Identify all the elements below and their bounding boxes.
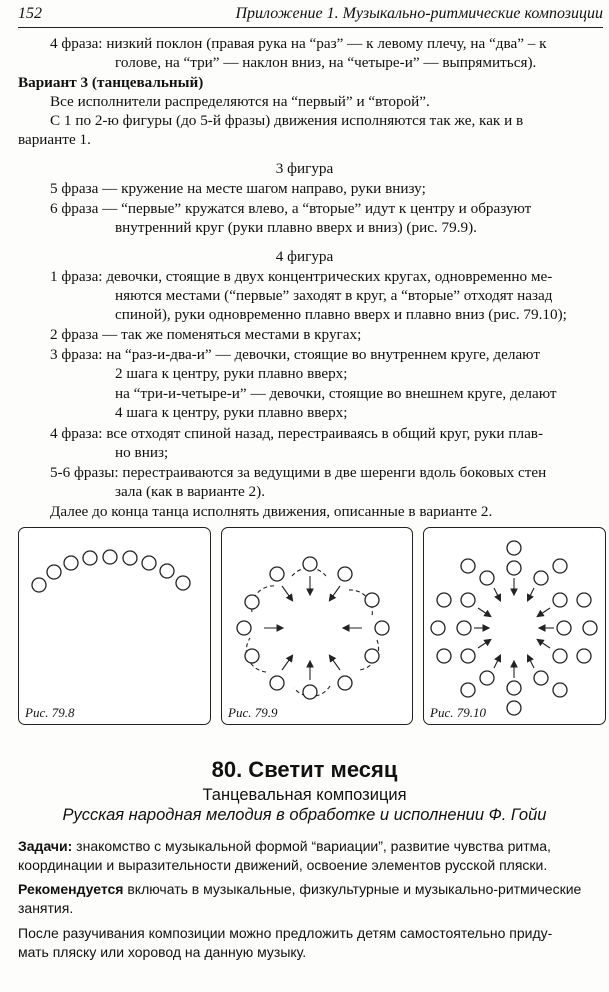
variant-heading: Вариант 3 (танцевальный) [18,74,204,91]
dancer-circle [553,593,567,607]
dancer-circle [123,551,137,565]
recommend-text: включать в музыкальные, физкультурные и музыкально-ритмические [123,881,582,897]
text-line: внутренний круг (руки плавно вверх и вниз) (рис. 79.9). [115,219,477,236]
dancer-circle [245,595,259,609]
figure-79-10 [423,527,606,725]
dancer-circle [245,649,259,663]
dancer-circle [480,571,494,585]
dancer-circle [461,559,475,573]
figure-79-9 [221,527,413,725]
dancer-circle [375,621,389,635]
text-line: С 1 по 2-ю фигуры (до 5-й фразы) движения исполняются так же, как и в [50,112,524,129]
dancer-circle [365,649,379,663]
dancer-circle [507,561,521,575]
text-line: голове, на “три” — наклон вниз, на “четыре-и” — выпрямиться). [115,54,537,71]
text-line: 5-6 фразы: перестраиваются за ведущими в две шеренги вдоль боковых стен [50,464,547,481]
dancer-circle [507,701,521,715]
dancer-circle [437,649,451,663]
text-line: мать пляску или хоровод на данную музыку. [18,944,307,960]
tasks-line [18,837,551,857]
dancer-circle [534,671,548,685]
text-line: 6 фраза — “первые” кружатся влево, а “вторые” идут к центру и образуют [50,200,532,217]
dancer-circle [534,571,548,585]
text-line: 4 шага к центру, руки плавно вверх; [115,404,348,421]
dancer-circle [507,681,521,695]
running-title: Приложение 1. Музыкально-ритмические композиции [235,5,603,22]
text-line: занятия. [18,900,74,916]
dancer-circle [338,676,352,690]
dancer-circle [270,676,284,690]
dancer-circle [583,621,597,635]
dancer-circle [553,683,567,697]
text-line: на “три-и-четыре-и” — девочки, стоящие во внешнем круге, делают [115,385,557,402]
dancer-circle [437,593,451,607]
circle-arc-diagram [19,528,210,724]
dancer-circle [160,564,174,578]
text-line: Далее до конца танца исполнять движения, описанные в варианте 2. [50,503,493,520]
dancer-circle [103,550,117,564]
dancer-circle [480,671,494,685]
dancer-circle [47,565,61,579]
dancer-circle [176,576,190,590]
recommend-label: Рекомендуется [18,881,124,897]
text-line: Все исполнители распределяются на “первый” и “второй”. [50,93,430,110]
text-line: 3 фраза: на “раз-и-два-и” — девочки, стоящие во внутреннем круге, делают [50,346,540,363]
concentric-circles-diagram [424,528,605,724]
dancer-circle [270,567,284,581]
text-line: зала (как в варианте 2). [115,483,266,500]
dancer-circle [457,621,471,635]
dancer-circle [507,541,521,555]
page-header [18,5,603,28]
section-title: 80. Светит месяц [211,757,398,782]
text-line: 1 фраза: девочки, стоящие в двух концентрических кругах, одновременно ме- [50,268,553,285]
text-line: 4 фраза: низкий поклон (правая рука на “раз” — к левому плечу, на “два” – к [50,35,547,52]
text-line: 5 фраза — кружение на месте шагом направо, руки внизу; [50,180,426,197]
dancer-circle [303,685,317,699]
dancer-circle [577,649,591,663]
text-line: 2 фраза — так же поменяться местами в кругах; [50,326,362,343]
dancer-circle [338,567,352,581]
dancer-circle [32,578,46,592]
dancer-circle [461,593,475,607]
dancer-circle [142,556,156,570]
text-line: После разучивания композиции можно предложить детям самостоятельно приду- [18,925,553,941]
text-line: 2 шага к центру, руки плавно вверх; [115,365,348,382]
text-line: координации и выразительности движений, освоение элементов русской пляски. [18,857,548,873]
recommend-line [18,880,581,900]
tasks-label: Задачи: [18,838,73,854]
figure-caption: Рис. 79.10 [430,705,486,720]
text-line: спиной), руки одновременно плавно вверх и плавно вниз (рис. 79.10); [115,306,567,323]
dancer-circle [553,559,567,573]
dancer-circle [577,593,591,607]
dancer-circle [365,593,379,607]
figure-heading: 4 фигура [275,248,334,265]
dancer-circle [461,683,475,697]
dancer-circle [83,551,97,565]
tasks-text: знакомство с музыкальной формой “вариации”, развитие чувства ритма, [72,838,551,854]
dancer-circle [553,649,567,663]
text-line: но вниз; [115,444,169,461]
dancer-circle [303,557,317,571]
figure-caption: Рис. 79.8 [25,705,75,720]
dancer-circle [461,649,475,663]
dancer-circle [431,621,445,635]
text-line: 4 фраза: все отходят спиной назад, перестраиваясь в общий круг, руки плав- [50,425,544,442]
text-line: варианте 1. [18,131,91,148]
dancer-circle [64,556,78,570]
text-line: няются местами (“первые” заходят в круг, а “вторые” отходят назад [115,287,553,304]
figure-79-8 [18,527,211,725]
figure-heading: 3 фигура [275,160,334,177]
dancer-circle [557,621,571,635]
section-subtitle-melody: Русская народная мелодия в обработке и исполнении Ф. Гойи [62,806,547,824]
page-number: 152 [18,5,42,22]
two-circles-diagram [222,528,412,724]
figure-caption: Рис. 79.9 [228,705,278,720]
section-subtitle: Танцевальная композиция [202,786,407,804]
dancer-circle [237,621,251,635]
